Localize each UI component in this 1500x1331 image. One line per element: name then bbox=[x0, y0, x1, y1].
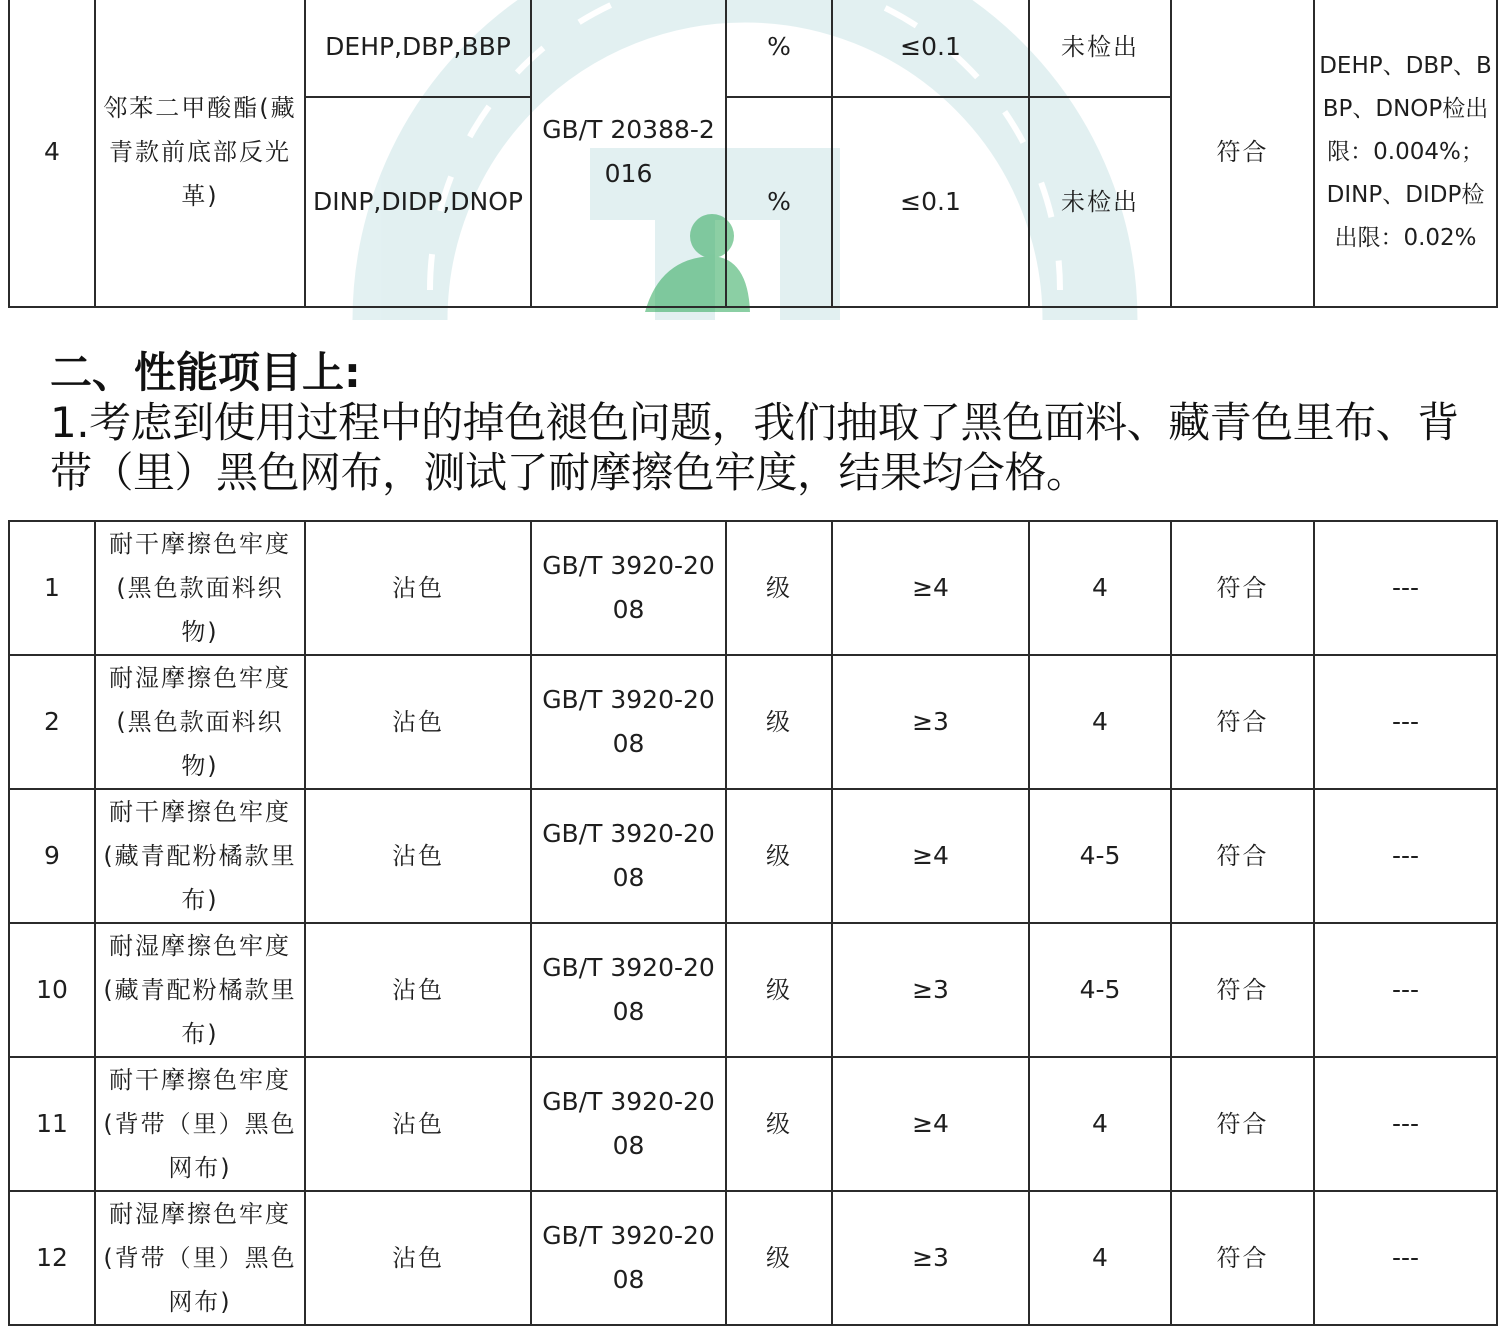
table-row bbox=[9, 655, 1497, 789]
test-item: 耐湿摩擦色牢度(藏青配粉橘款里布) bbox=[95, 923, 305, 1057]
section-heading: 二、性能项目上: bbox=[50, 348, 361, 397]
staining-aspect: 沾色 bbox=[305, 923, 531, 1057]
row-number: 12 bbox=[9, 1191, 95, 1325]
unit: 级 bbox=[726, 923, 832, 1057]
test-result: 4 bbox=[1029, 1057, 1171, 1191]
table-row bbox=[9, 1191, 1497, 1325]
requirement: ≤0.1 bbox=[832, 0, 1029, 97]
test-item: 耐湿摩擦色牢度(黑色款面料织物) bbox=[95, 655, 305, 789]
remark: --- bbox=[1314, 655, 1497, 789]
test-result: 未检出 bbox=[1029, 0, 1171, 97]
unit: 级 bbox=[726, 1191, 832, 1325]
test-standard: GB/T 3920-2008 bbox=[531, 1191, 726, 1325]
requirement: ≥4 bbox=[832, 521, 1029, 655]
requirement: ≥3 bbox=[832, 655, 1029, 789]
test-result: 未检出 bbox=[1029, 97, 1171, 307]
judgement: 符合 bbox=[1171, 655, 1314, 789]
color-fastness-table bbox=[8, 520, 1498, 1326]
harmful-substances-table bbox=[8, 0, 1498, 308]
staining-aspect: 沾色 bbox=[305, 1057, 531, 1191]
requirement: ≤0.1 bbox=[832, 97, 1029, 307]
table-row bbox=[9, 789, 1497, 923]
staining-aspect: 沾色 bbox=[305, 789, 531, 923]
judgement: 符合 bbox=[1171, 789, 1314, 923]
test-standard: GB/T 3920-2008 bbox=[531, 1057, 726, 1191]
test-result: 4 bbox=[1029, 521, 1171, 655]
remark: --- bbox=[1314, 1191, 1497, 1325]
judgement: 符合 bbox=[1171, 1191, 1314, 1325]
remark: --- bbox=[1314, 521, 1497, 655]
section-paragraph: 1.考虑到使用过程中的掉色褪色问题，我们抽取了黑色面料、藏青色里布、背带（里）黑色网布，测试了耐摩擦色牢度，结果均合格。 bbox=[50, 398, 1459, 497]
row-number: 10 bbox=[9, 923, 95, 1057]
table-row bbox=[9, 1057, 1497, 1191]
test-item: 耐干摩擦色牢度(藏青配粉橘款里布) bbox=[95, 789, 305, 923]
substance-group: DEHP,DBP,BBP bbox=[305, 0, 531, 97]
unit: % bbox=[726, 0, 832, 97]
remark: --- bbox=[1314, 1057, 1497, 1191]
test-result: 4-5 bbox=[1029, 789, 1171, 923]
unit: 级 bbox=[726, 521, 832, 655]
test-result: 4 bbox=[1029, 1191, 1171, 1325]
unit: 级 bbox=[726, 1057, 832, 1191]
test-standard: GB/T 3920-2008 bbox=[531, 923, 726, 1057]
requirement: ≥3 bbox=[832, 923, 1029, 1057]
unit: 级 bbox=[726, 789, 832, 923]
unit: 级 bbox=[726, 655, 832, 789]
test-item: 耐湿摩擦色牢度(背带（里）黑色网布) bbox=[95, 1191, 305, 1325]
table-row bbox=[9, 0, 1497, 97]
test-standard: GB/T 3920-2008 bbox=[531, 521, 726, 655]
test-item: 耐干摩擦色牢度(黑色款面料织物) bbox=[95, 521, 305, 655]
table-row bbox=[9, 521, 1497, 655]
requirement: ≥3 bbox=[832, 1191, 1029, 1325]
test-item: 邻苯二甲酸酯(藏青款前底部反光革) bbox=[95, 0, 305, 307]
test-item: 耐干摩擦色牢度(背带（里）黑色网布) bbox=[95, 1057, 305, 1191]
judgement: 符合 bbox=[1171, 521, 1314, 655]
substance-group: DINP,DIDP,DNOP bbox=[305, 97, 531, 307]
row-number: 1 bbox=[9, 521, 95, 655]
requirement: ≥4 bbox=[832, 1057, 1029, 1191]
staining-aspect: 沾色 bbox=[305, 1191, 531, 1325]
remark: DEHP、DBP、BBP、DNOP检出限：0.004%；DINP、DIDP检出限：0.02% bbox=[1314, 0, 1497, 307]
staining-aspect: 沾色 bbox=[305, 521, 531, 655]
table-row bbox=[9, 923, 1497, 1057]
test-result: 4-5 bbox=[1029, 923, 1171, 1057]
requirement: ≥4 bbox=[832, 789, 1029, 923]
remark: --- bbox=[1314, 789, 1497, 923]
test-result: 4 bbox=[1029, 655, 1171, 789]
test-standard: GB/T 20388-2016 bbox=[531, 0, 726, 307]
judgement: 符合 bbox=[1171, 0, 1314, 307]
staining-aspect: 沾色 bbox=[305, 655, 531, 789]
row-number: 9 bbox=[9, 789, 95, 923]
row-number: 11 bbox=[9, 1057, 95, 1191]
unit: % bbox=[726, 97, 832, 307]
row-number: 2 bbox=[9, 655, 95, 789]
judgement: 符合 bbox=[1171, 923, 1314, 1057]
judgement: 符合 bbox=[1171, 1057, 1314, 1191]
row-number: 4 bbox=[9, 0, 95, 307]
test-standard: GB/T 3920-2008 bbox=[531, 789, 726, 923]
remark: --- bbox=[1314, 923, 1497, 1057]
test-standard: GB/T 3920-2008 bbox=[531, 655, 726, 789]
